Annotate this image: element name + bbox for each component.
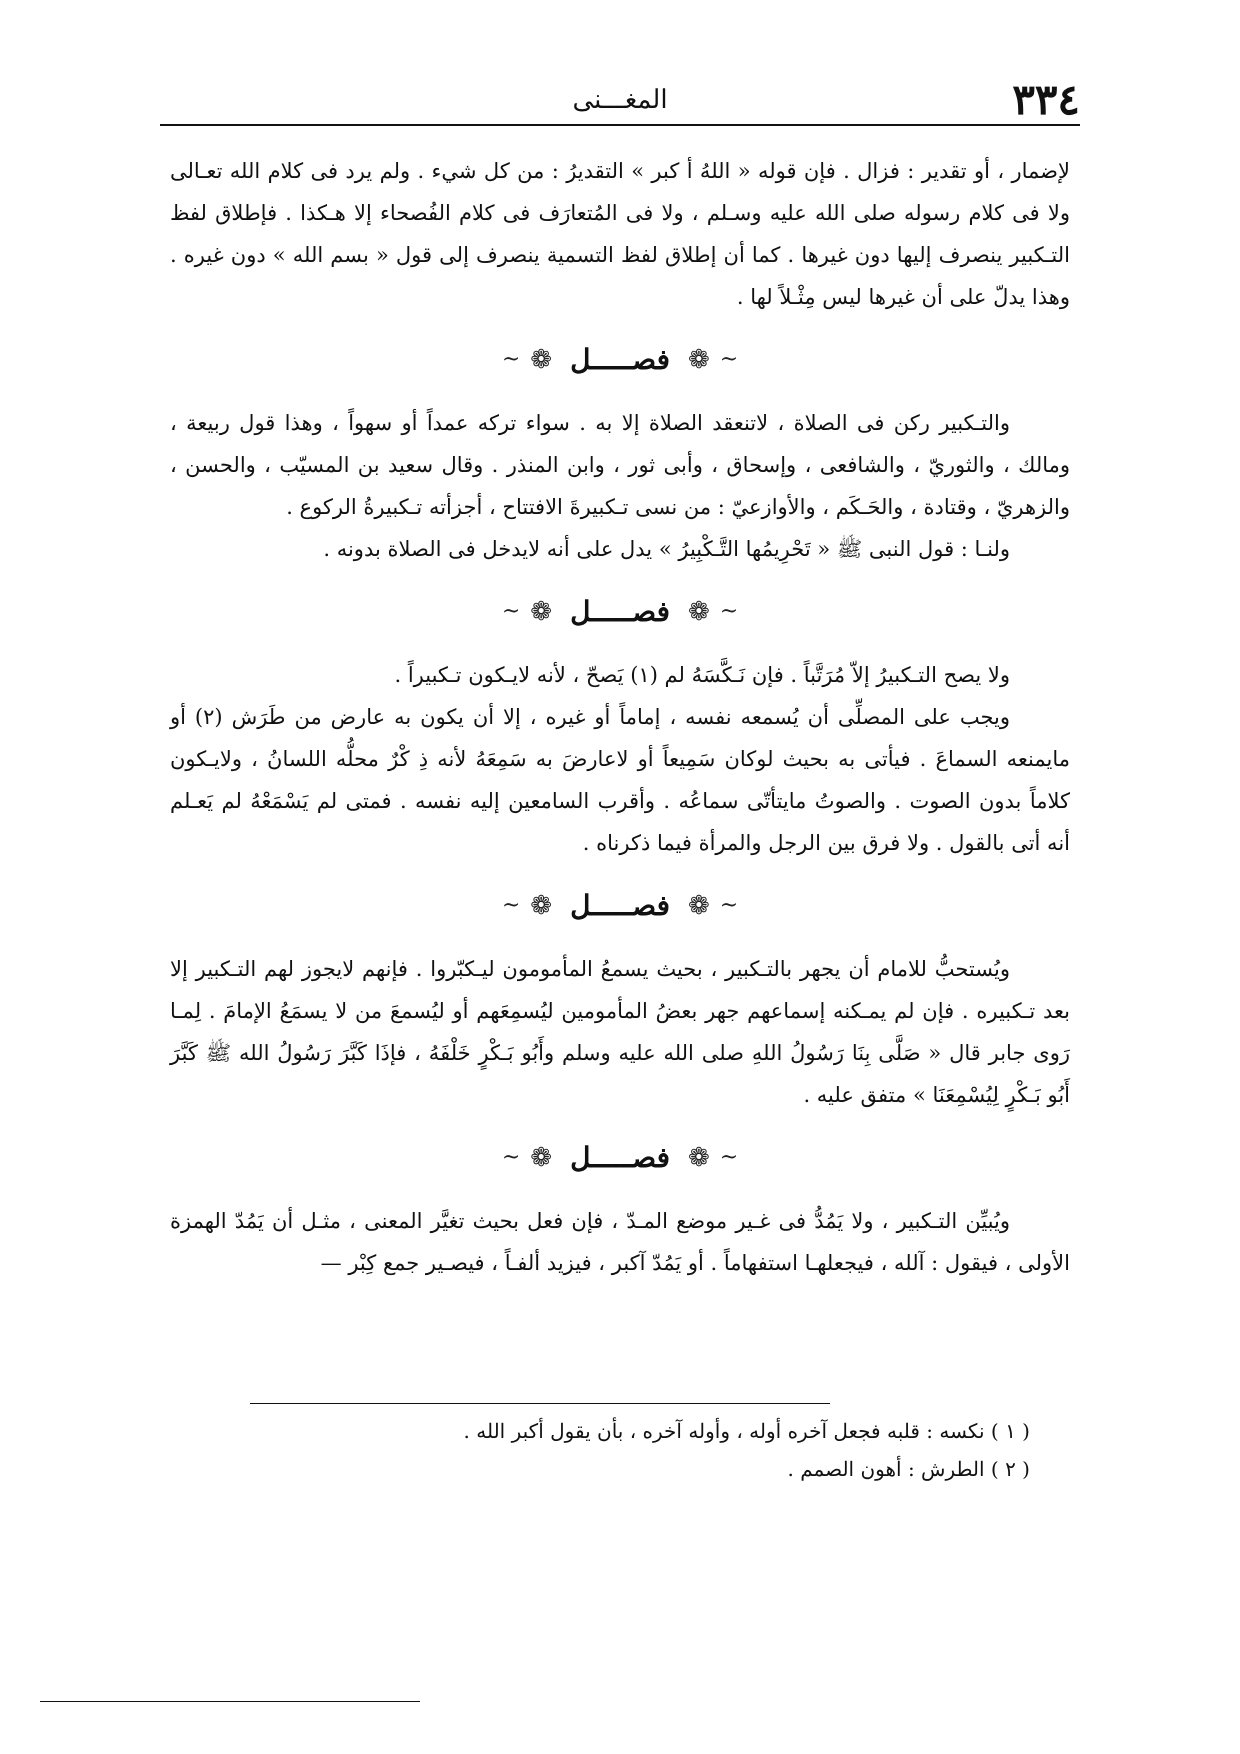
swash-ornament-icon: ~: [501, 893, 521, 918]
rosette-ornament-icon: ❁: [530, 597, 553, 627]
swash-ornament-icon: ~: [501, 347, 521, 372]
footnote-divider: [250, 1403, 830, 1404]
section-label: فصـــــل: [570, 889, 670, 922]
paragraph: لإضمار ، أو تقدير : فزال . فإن قوله « اللهُ أ كبر » التقديرُ : من كل شيء . ولم يرد فى كلام الله تعـالى ولا فى كلام رسوله صلى الله عليه وسـلم ، ولا فى المُتعارَف فى كلام الفُصحاء إلا هـكذا . فإطلاق لفظ التـكبير ينصرف إليها دون غيرها . كما أن إطلاق لفظ التسمية ينصرف إلى قول « بسم الله » دون غيره . وهذا يدلّ على أن غيرها ليس مِثْـلاً لها .: [170, 159, 1070, 309]
rosette-ornament-icon: ❁: [530, 1143, 553, 1173]
bottom-divider: [40, 1701, 420, 1702]
section-label: فصـــــل: [570, 595, 670, 628]
footnote: ( ١ ) نكسه : قلبه فجعل آخره أوله ، وأوله آخره ، بأن يقول أكبر الله .: [463, 1419, 1030, 1443]
swash-ornament-icon: ~: [719, 599, 739, 624]
section-label: فصـــــل: [570, 1141, 670, 1174]
rosette-ornament-icon: ❁: [687, 1143, 710, 1173]
section-heading: [170, 580, 1070, 644]
rosette-ornament-icon: ❁: [687, 891, 710, 921]
swash-ornament-icon: ~: [719, 347, 739, 372]
section-heading: [170, 328, 1070, 392]
swash-ornament-icon: ~: [719, 893, 739, 918]
rosette-ornament-icon: ❁: [687, 345, 710, 375]
rosette-ornament-icon: ❁: [530, 891, 553, 921]
page-number: ٣٣٤: [1012, 75, 1080, 124]
swash-ornament-icon: ~: [719, 1145, 739, 1170]
header-divider: [160, 124, 1080, 126]
paragraph: ولنـا : قول النبى ﷺ « تَحْرِيمُها التَّـكْبِيرُ » يدل على أنه لايدخل فى الصلاة بدونه .: [323, 537, 1010, 561]
section-label: فصـــــل: [570, 343, 670, 376]
paragraph: ويُستحبُّ للامام أن يجهر بالتـكبير ، بحيث يسمعُ المأمومون ليـكبّروا . فإنهم لايجوز لهم التـكبير إلا بعد تـكبيره . فإن لم يمـكنه إسماعهم جهر بعضُ المأمومين ليُسمِعَهم أو ليُسمعَ من لا يسمَعُ الإمامَ . لِمـا رَوى جابر قال « صَلَّى بِنَا رَسُولُ اللهِ صلى الله عليه وسلم وأَبُو بَـكْرٍ خَلْفَهُ ، فإذَا كَبَّرَ رَسُولُ الله ﷺ كَبَّرَ أَبُو بَـكْرٍ لِيُسْمِعَنَا » متفق عليه .: [170, 957, 1070, 1107]
main-text: [170, 150, 1070, 1284]
paragraph: ويُبيِّن التـكبير ، ولا يَمُدُّ فى غـير موضع المـدّ ، فإن فعل بحيث تغيَّر المعنى ، مثـل أن يَمُدّ الهمزة الأولى ، فيقول : آلله ، فيجعلهـا استفهاماً . أو يَمُدّ آكبر ، فيزيد ألفـاً ، فيصـير جمع كِبْر —: [170, 1209, 1070, 1275]
swash-ornament-icon: ~: [501, 599, 521, 624]
paragraph: ويجب على المصلِّى أن يُسمعه نفسه ، إماماً أو غيره ، إلا أن يكون به عارض من طَرَش (٢) أو مايمنعه السماعَ . فيأتى به بحيث لوكان سَمِيعاً أو لاعارضَ به سَمِعَهُ لأنه ذِ كْرٌ محلُّه اللسانُ ، ولايـكون كلاماً بدون الصوت . والصوتُ مايتأتّى سماعُه . وأقرب السامعين إليه نفسه . فمتى لم يَسْمَعْهُ لم يَعـلم أنه أتى بالقول . ولا فرق بين الرجل والمرأة فيما ذكرناه .: [170, 705, 1070, 855]
swash-ornament-icon: ~: [501, 1145, 521, 1170]
rosette-ornament-icon: ❁: [530, 345, 553, 375]
footnote: ( ٢ ) الطرش : أهون الصمم .: [787, 1457, 1030, 1481]
paragraph: ولا يصح التـكبيرُ إلاّ مُرَتَّباً . فإن نَـكَّسَهُ لم (١) يَصحّ ، لأنه لايـكون تـكبيراً .: [394, 663, 1010, 687]
section-heading: [170, 1126, 1070, 1190]
rosette-ornament-icon: ❁: [687, 597, 710, 627]
running-title: المغـــنى: [572, 85, 668, 115]
footnotes: [170, 1412, 1070, 1488]
page-header: [160, 75, 1080, 124]
paragraph: والتـكبير ركن فى الصلاة ، لاتنعقد الصلاة إلا به . سواء تركه عمداً أو سهواً ، وهذا قول ربيعة ، ومالك ، والثوريّ ، والشافعى ، وإسحاق ، وأبى ثور ، وابن المنذر . وقال سعيد بن المسيّب ، والحسن ، والزهريّ ، وقتادة ، والحَـكَم ، والأوازعيّ : من نسى تـكبيرةَ الافتتاح ، أجزأته تـكبيرةُ الركوع .: [170, 411, 1070, 519]
section-heading: [170, 874, 1070, 938]
